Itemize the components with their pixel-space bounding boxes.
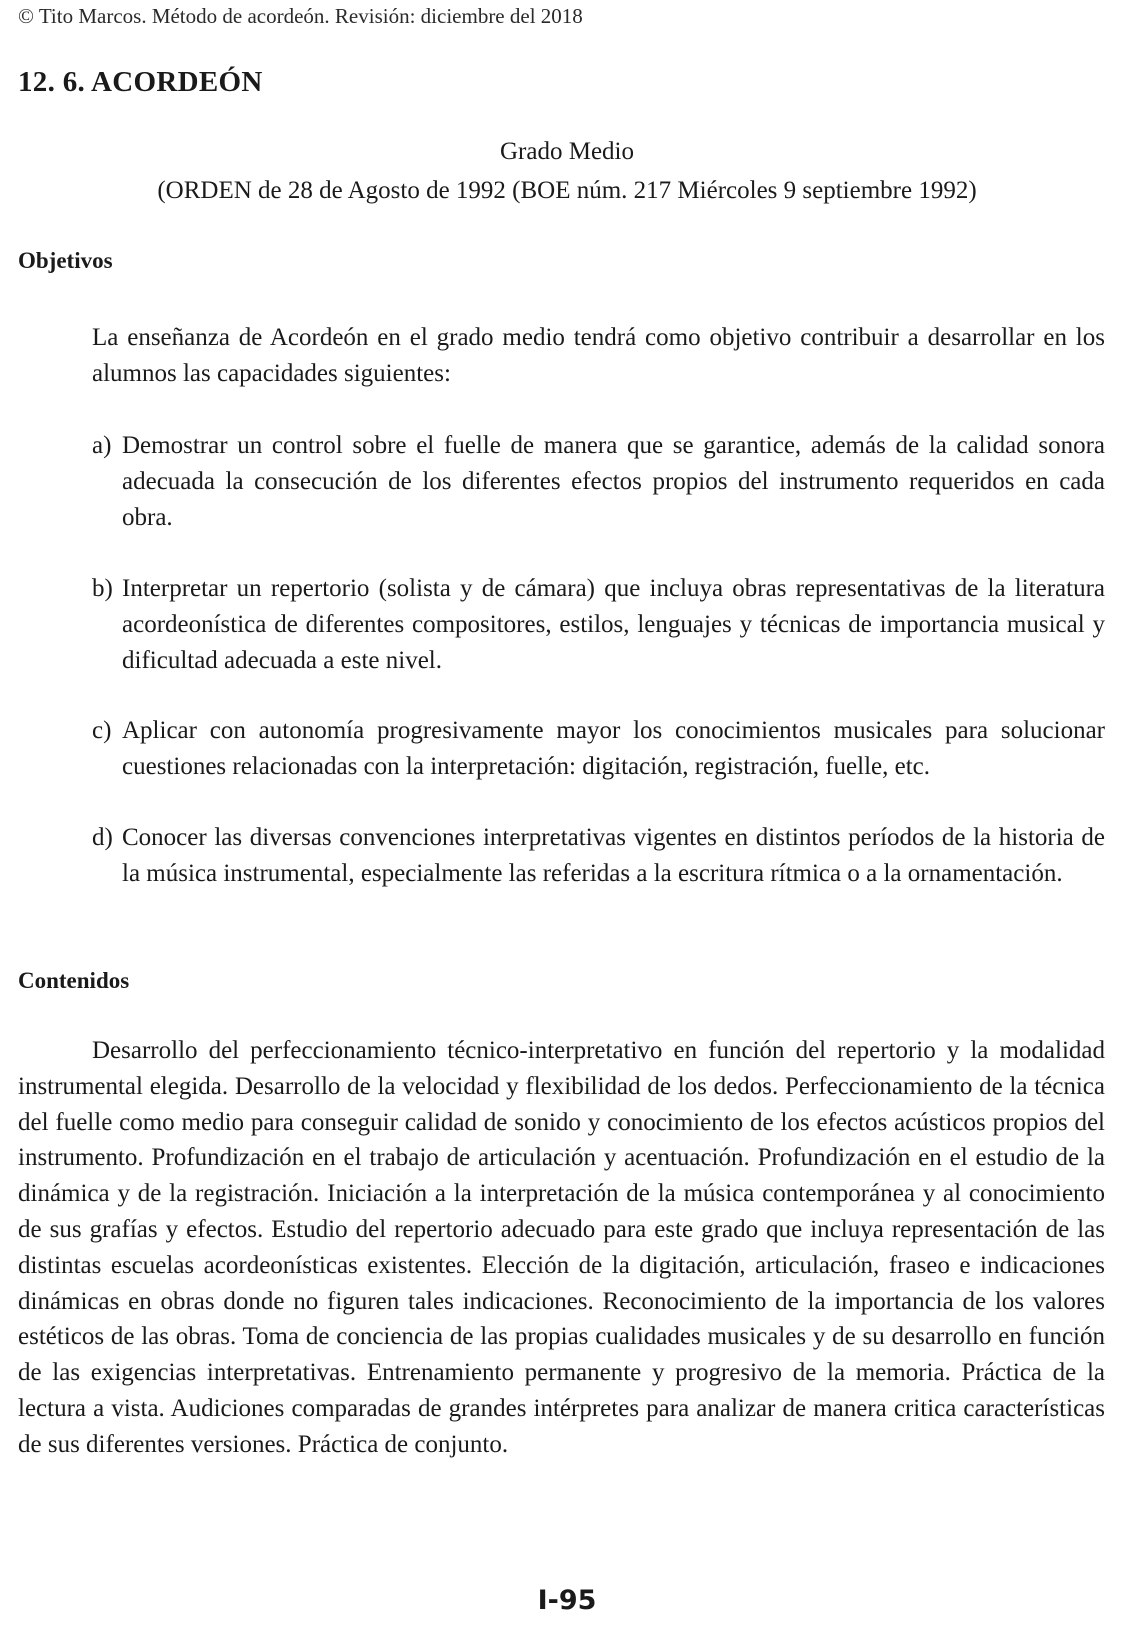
objetivos-heading: Objetivos	[18, 248, 113, 273]
objective-letter: d)	[92, 824, 113, 851]
objective-letter: b)	[92, 575, 113, 602]
page-number: I-95	[537, 1585, 597, 1616]
objective-letter: c)	[92, 717, 112, 744]
level-subtitle: Grado Medio	[500, 138, 634, 165]
objective-text: Conocer las diversas convenciones interpretativas vigentes en distintos períodos de la historia de la música instrumental, especialmente las referidas a la escritura rítmica o a la ornamentación.	[122, 824, 1105, 887]
objective-item	[92, 428, 1105, 536]
objective-item	[92, 571, 1105, 679]
section-title: 12. 6. ACORDEÓN	[18, 66, 263, 98]
objective-text: Demostrar un control sobre el fuelle de manera que se garantice, además de la calidad sonora adecuada la consecución de los diferentes efectos propios del instrumento requeridos en cada obra.	[122, 432, 1105, 531]
running-head: © Tito Marcos. Método de acordeón. Revisión: diciembre del 2018	[18, 4, 583, 28]
legal-reference: (ORDEN de 28 de Agosto de 1992 (BOE núm. 217 Miércoles 9 septiembre 1992)	[157, 177, 977, 204]
objective-item	[92, 713, 1105, 785]
objetivos-intro: La enseñanza de Acordeón en el grado medio tendrá como objetivo contribuir a desarrollar en los alumnos las capacidades siguientes:	[92, 324, 1105, 387]
objective-text: Interpretar un repertorio (solista y de cámara) que incluya obras representativas de la literatura acordeonística de diferentes compositores, estilos, lenguajes y técnicas de importancia musical y dificultad adecuada a este nivel.	[122, 575, 1105, 674]
objective-item	[92, 820, 1105, 892]
contenidos-heading: Contenidos	[18, 968, 130, 993]
objective-text: Aplicar con autonomía progresivamente mayor los conocimientos musicales para solucionar cuestiones relacionadas con la interpretación: digitación, registración, fuelle, etc.	[122, 717, 1105, 780]
objective-letter: a)	[92, 432, 112, 459]
contenidos-body: Desarrollo del perfeccionamiento técnico-interpretativo en función del repertorio y la modalidad instrumental elegida. Desarrollo de la velocidad y flexibilidad de los dedos. Perfeccionamiento de la técnica del fuelle como medio para conseguir calidad de sonido y conocimiento de los efectos acústicos propios del instrumento. Profundización en el trabajo de articulación y acentuación. Profundización en el estudio de la dinámica y de la registración. Iniciación a la interpretación de la música contemporánea y al conocimiento de sus grafías y efectos. Estudio del repertorio adecuado para este grado que incluya representación de las distintas escuelas acordeonísticas existentes. Elección de la digitación, articulación, fraseo e indicaciones dinámicas en obras donde no figuren tales indicaciones. Reconocimiento de la importancia de los valores estéticos de las obras. Toma de conciencia de las propias cualidades musicales y de su desarrollo en función de las exigencias interpretativas. Entrenamiento permanente y progresivo de la memoria. Práctica de la lectura a vista. Audiciones comparadas de grandes intérpretes para analizar de manera critica características de sus diferentes versiones. Práctica de conjunto.	[18, 1037, 1105, 1458]
